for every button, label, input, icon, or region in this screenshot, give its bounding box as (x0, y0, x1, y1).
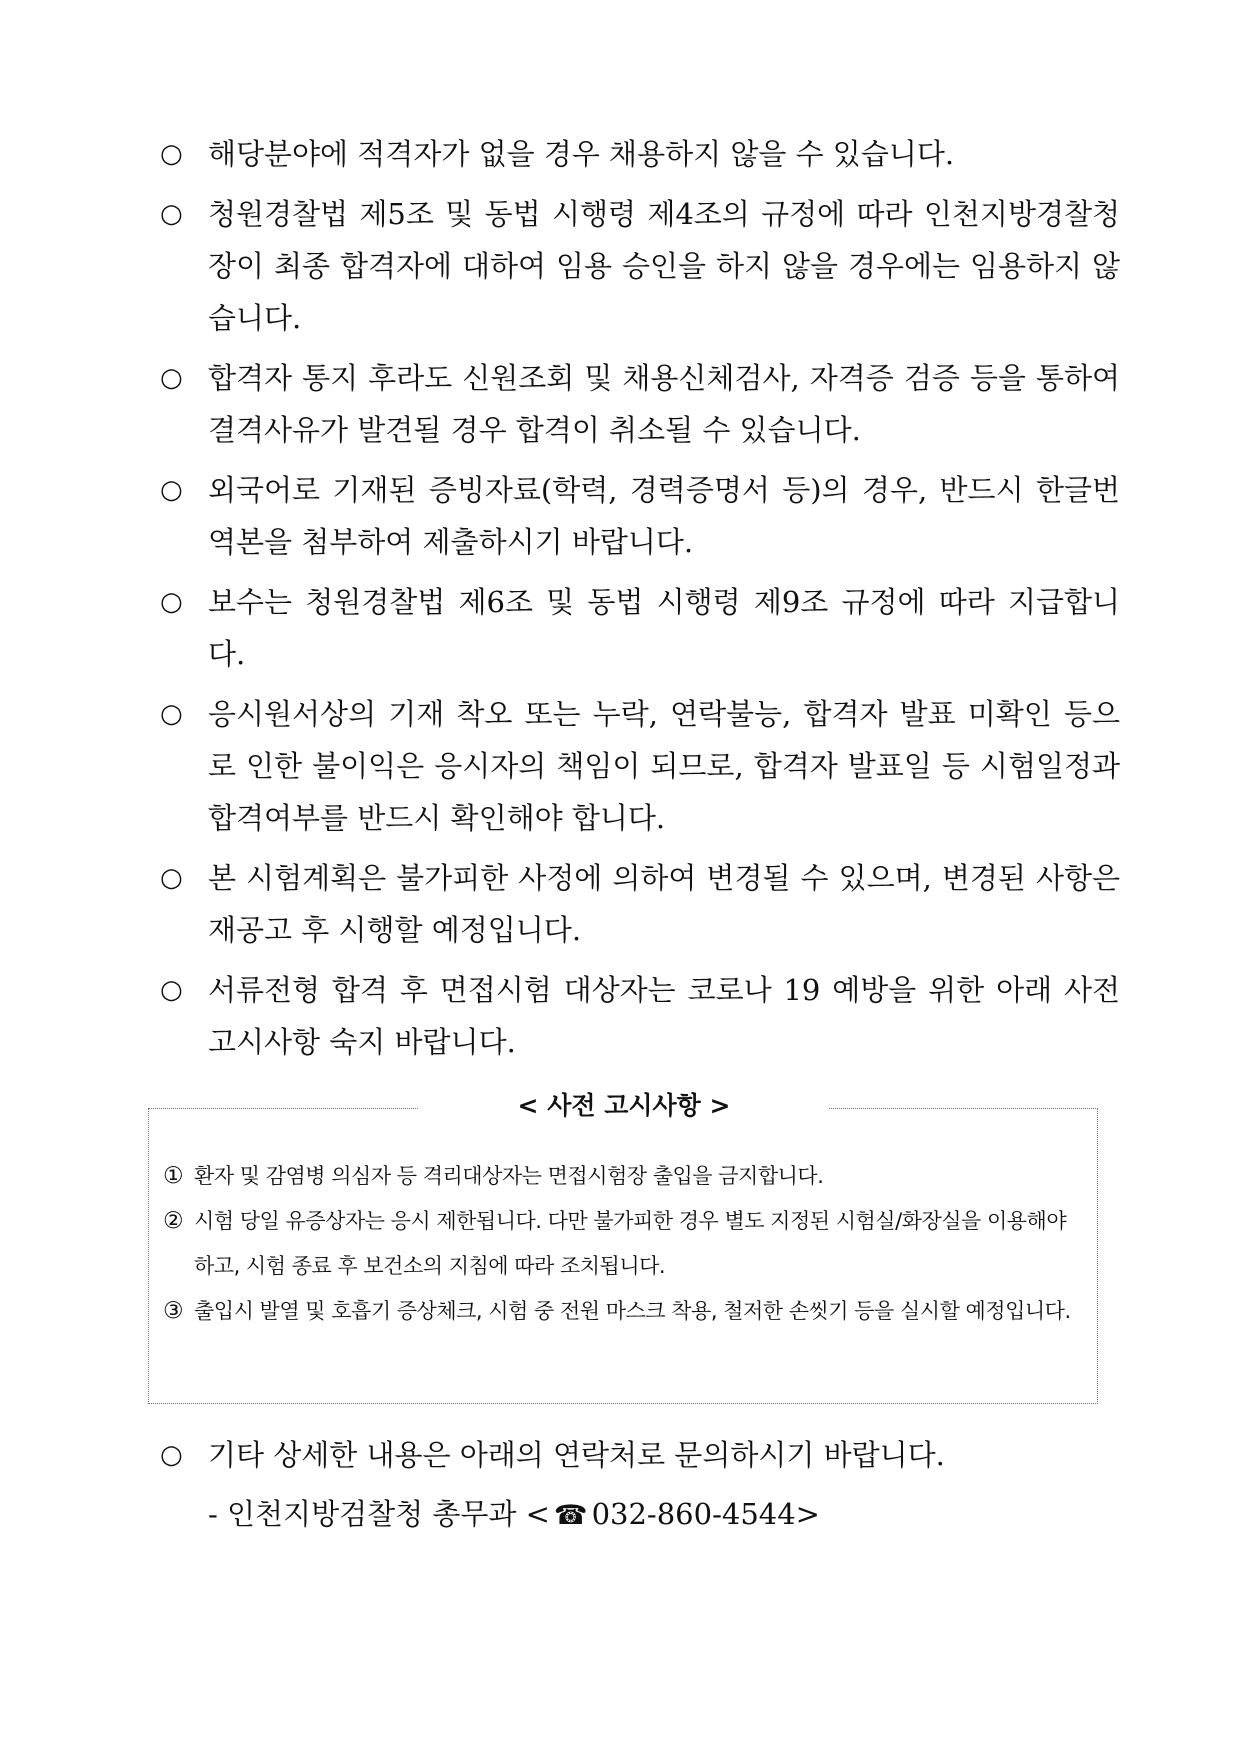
notice-text: 해당분야에 적격자가 없을 경우 채용하지 않을 수 있습니다. (208, 137, 955, 171)
notice-item (160, 852, 1120, 956)
notice-text: 본 시험계획은 불가피한 사정에 의하여 변경될 수 있으며, 변경된 사항은 재공고 후 시행할 예정입니다. (208, 861, 1120, 947)
notice-list (160, 128, 1120, 1076)
contact-intro: 기타 상세한 내용은 아래의 연락처로 문의하시기 바랍니다. (208, 1438, 945, 1472)
contact-department: 인천지방검찰청 총무과 (227, 1497, 517, 1531)
circle-bullet-icon: ○ (160, 699, 183, 729)
notice-item (160, 464, 1120, 568)
contact-dash: - (208, 1497, 218, 1531)
circled-number: ② (163, 1208, 184, 1234)
prenotice-item (163, 1154, 1083, 1199)
circle-bullet-icon: ○ (160, 587, 183, 617)
notice-text: 보수는 청원경찰법 제6조 및 동법 시행령 제9조 규정에 따라 지급합니다. (208, 585, 1120, 671)
prenotice-item (163, 1289, 1083, 1334)
contact-list (160, 1429, 1120, 1481)
prenotice-list (163, 1154, 1083, 1334)
notice-text: 응시원서상의 기재 착오 또는 누락, 연락불능, 합격자 발표 미확인 등으로 인한 불이익은 응시자의 책임이 되므로, 합격자 발표일 등 시험일정과 합격여부를 반드시 확인해야 합니다. (208, 697, 1120, 835)
prenotice-title: < 사전 고시사항 > (419, 1081, 829, 1131)
contact-notice (160, 1429, 1120, 1481)
circle-bullet-icon: ○ (160, 363, 183, 393)
prenotice-box (148, 1091, 1098, 1404)
circled-number: ③ (163, 1298, 184, 1324)
circle-bullet-icon: ○ (160, 975, 183, 1005)
circled-number: ① (163, 1163, 184, 1189)
circle-bullet-icon: ○ (160, 139, 183, 169)
notice-item (160, 964, 1120, 1068)
circle-bullet-icon: ○ (160, 863, 183, 893)
prenotice-text: 출입시 발열 및 호흡기 증상체크, 시험 중 전원 마스크 착용, 철저한 손씻기 등을 실시할 예정입니다. (194, 1299, 1071, 1323)
notice-text: 청원경찰법 제5조 및 동법 시행령 제4조의 규정에 따라 인천지방경찰청장이 최종 합격자에 대하여 임용 승인을 하지 않을 경우에는 임용하지 않습니다. (208, 197, 1120, 335)
notice-text: 외국어로 기재된 증빙자료(학력, 경력증명서 등)의 경우, 반드시 한글번역본을 첨부하여 제출하시기 바랍니다. (208, 473, 1120, 559)
notice-item (160, 688, 1120, 844)
circle-bullet-icon: ○ (160, 1440, 183, 1470)
notice-item (160, 576, 1120, 680)
notice-text: 서류전형 합격 후 면접시험 대상자는 코로나 19 예방을 위한 아래 사전 고시사항 숙지 바랍니다. (208, 973, 1120, 1059)
contact-close-bracket: > (795, 1497, 820, 1531)
circle-bullet-icon: ○ (160, 199, 183, 229)
circle-bullet-icon: ○ (160, 475, 183, 505)
prenotice-text: 환자 및 감염병 의심자 등 격리대상자는 면접시험장 출입을 금지합니다. (194, 1164, 824, 1188)
contact-line (208, 1488, 820, 1542)
notice-item (160, 352, 1120, 456)
prenotice-item (163, 1199, 1083, 1289)
contact-open-bracket: < (525, 1497, 550, 1531)
prenotice-text: 시험 당일 유증상자는 응시 제한됩니다. 다만 불가피한 경우 별도 지정된 시험실/화장실을 이용해야 하고, 시험 종료 후 보건소의 지침에 따라 조치됩니다. (194, 1209, 1067, 1278)
notice-text: 합격자 통지 후라도 신원조회 및 채용신체검사, 자격증 검증 등을 통하여 결격사유가 발견될 경우 합격이 취소될 수 있습니다. (208, 361, 1120, 447)
contact-phone: 032-860-4544 (591, 1497, 796, 1531)
notice-item (160, 188, 1120, 344)
notice-item (160, 128, 1120, 180)
telephone-icon: ☎ (553, 1500, 588, 1531)
